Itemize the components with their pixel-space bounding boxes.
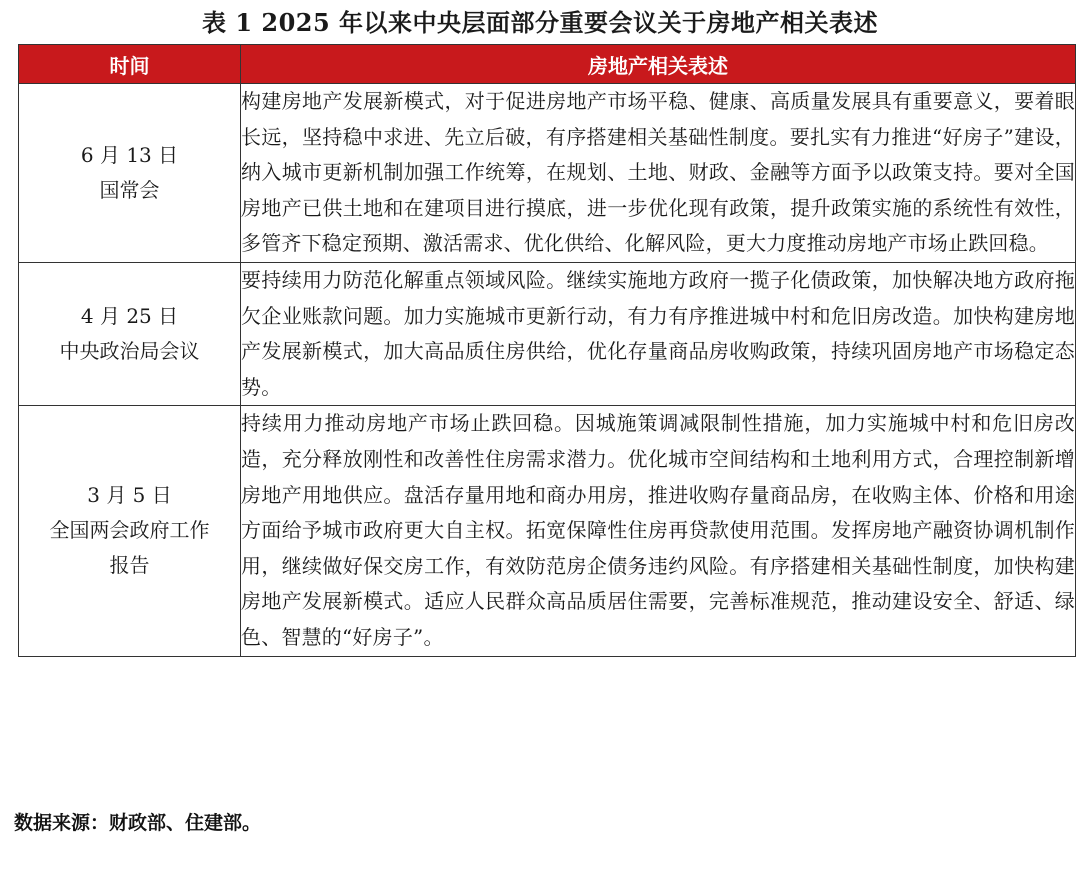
meeting-date: 4 月 25 日 xyxy=(80,304,179,329)
policy-table xyxy=(18,44,1076,657)
meeting-name: 全国两会政府工作报告 xyxy=(49,518,210,578)
meeting-date: 3 月 5 日 xyxy=(87,483,172,508)
table-row xyxy=(19,262,1076,405)
table-row xyxy=(19,84,1076,263)
table-title: 表 1 2025 年以来中央层面部分重要会议关于房地产相关表述 xyxy=(201,8,879,37)
meeting-name: 国常会 xyxy=(99,177,160,202)
meeting-name: 中央政治局会议 xyxy=(59,339,200,364)
time-cell xyxy=(19,406,241,656)
time-cell xyxy=(19,84,241,263)
meeting-date: 6 月 13 日 xyxy=(80,142,179,167)
table-row xyxy=(19,406,1076,656)
header-statement: 房地产相关表述 xyxy=(241,45,1076,84)
table-header-row xyxy=(19,45,1076,84)
statement-cell: 要持续用力防范化解重点领域风险。继续实施地方政府一揽子化债政策，加快解决地方政府拖欠企业账款问题。加力实施城市更新行动，有力有序推进城中村和危旧房改造。加快构建房地产发展新模式，加大高品质住房供给，优化存量商品房收购政策，持续巩固房地产市场稳定态势。 xyxy=(241,262,1076,405)
header-time: 时间 xyxy=(19,45,241,84)
data-source-note: 数据来源：财政部、住建部。 xyxy=(14,812,262,834)
time-cell xyxy=(19,262,241,405)
statement-cell: 持续用力推动房地产市场止跌回稳。因城施策调减限制性措施，加力实施城中村和危旧房改造，充分释放刚性和改善性住房需求潜力。优化城市空间结构和土地利用方式，合理控制新增房地产用地供应。盘活存量用地和商办用房，推进收购存量商品房，在收购主体、价格和用途方面给予城市政府更大自主权。拓宽保障性住房再贷款使用范围。发挥房地产融资协调机制作用，继续做好保交房工作，有效防范房企债务违约风险。有序搭建相关基础性制度，加快构建房地产发展新模式。适应人民群众高品质居住需要，完善标准规范，推动建设安全、舒适、绿色、智慧的“好房子”。 xyxy=(241,406,1076,656)
statement-cell: 构建房地产发展新模式，对于促进房地产市场平稳、健康、高质量发展具有重要意义，要着眼长远，坚持稳中求进、先立后破，有序搭建相关基础性制度。要扎实有力推进“好房子”建设，纳入城市更新机制加强工作统筹，在规划、土地、财政、金融等方面予以政策支持。要对全国房地产已供土地和在建项目进行摸底，进一步优化现有政策，提升政策实施的系统性有效性，多管齐下稳定预期、激活需求、优化供给、化解风险，更大力度推动房地产市场止跌回稳。 xyxy=(241,84,1076,263)
